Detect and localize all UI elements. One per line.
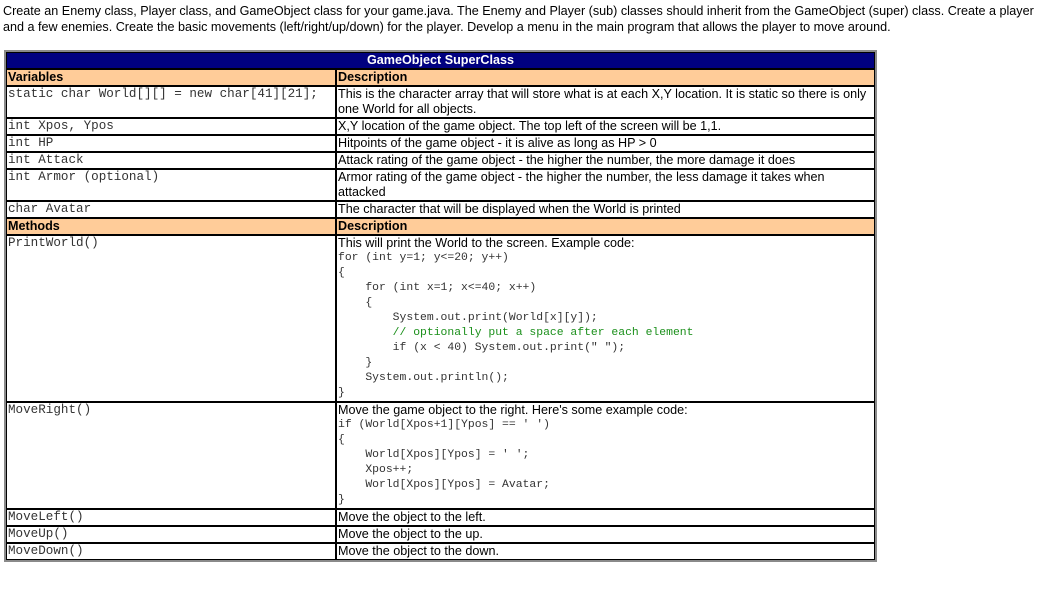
code-line: World[Xpos][Ypos] = Avatar; <box>338 479 550 491</box>
variable-name: int Xpos, Ypos <box>6 118 336 135</box>
methods-description-header: Description <box>336 218 875 235</box>
method-description-text: This will print the World to the screen. Example code: <box>338 236 635 250</box>
gameobject-table <box>4 50 877 562</box>
table-row <box>6 86 875 118</box>
variable-name: static char World[][] = new char[41][21]; <box>6 86 336 118</box>
method-description: Move the object to the left. <box>336 509 875 526</box>
table-title-row <box>6 52 875 69</box>
variables-description-header: Description <box>336 69 875 86</box>
method-name: PrintWorld() <box>6 235 336 402</box>
variable-name: char Avatar <box>6 201 336 218</box>
code-comment-line: // optionally put a space after each element <box>338 327 694 339</box>
code-line: System.out.println(); <box>338 372 509 384</box>
code-line: { <box>338 267 345 279</box>
table-title: GameObject SuperClass <box>6 52 875 69</box>
code-line: System.out.print(World[x][y]); <box>338 312 598 324</box>
variable-description: Attack rating of the game object - the higher the number, the more damage it does <box>336 152 875 169</box>
code-line: } <box>338 357 373 369</box>
variable-description: The character that will be displayed when the World is printed <box>336 201 875 218</box>
table-row <box>6 118 875 135</box>
variables-header: Variables <box>6 69 336 86</box>
method-name: MoveUp() <box>6 526 336 543</box>
table-row <box>6 509 875 526</box>
code-line: World[Xpos][Ypos] = ' '; <box>338 449 530 461</box>
code-line: { <box>338 297 373 309</box>
table-row <box>6 169 875 201</box>
code-line: } <box>338 494 345 506</box>
code-line: for (int x=1; x<=40; x++) <box>338 282 537 294</box>
methods-header-row <box>6 218 875 235</box>
code-line: for (int y=1; y<=20; y++) <box>338 252 509 264</box>
method-description-text: Move the game object to the right. Here's some example code: <box>338 403 688 417</box>
variable-description: X,Y location of the game object. The top left of the screen will be 1,1. <box>336 118 875 135</box>
methods-header: Methods <box>6 218 336 235</box>
variables-header-row <box>6 69 875 86</box>
table-row <box>6 201 875 218</box>
variable-name: int HP <box>6 135 336 152</box>
table-row <box>6 135 875 152</box>
code-line: if (x < 40) System.out.print(" "); <box>338 342 626 354</box>
code-line: if (World[Xpos+1][Ypos] == ' ') <box>338 419 550 431</box>
table-row <box>6 526 875 543</box>
method-description <box>336 402 875 509</box>
table-row <box>6 235 875 402</box>
code-line: Xpos++; <box>338 464 414 476</box>
variable-description: This is the character array that will store what is at each X,Y location. It is static so there is only one World for all objects. <box>336 86 875 118</box>
method-description: Move the object to the down. <box>336 543 875 560</box>
method-description: Move the object to the up. <box>336 526 875 543</box>
method-name: MoveLeft() <box>6 509 336 526</box>
code-line: } <box>338 387 345 399</box>
table-row <box>6 152 875 169</box>
variable-name: int Attack <box>6 152 336 169</box>
table-row <box>6 402 875 509</box>
method-name: MoveRight() <box>6 402 336 509</box>
table-row <box>6 543 875 560</box>
method-description <box>336 235 875 402</box>
variable-description: Hitpoints of the game object - it is alive as long as HP > 0 <box>336 135 875 152</box>
variable-description: Armor rating of the game object - the higher the number, the less damage it takes when attacked <box>336 169 875 201</box>
variable-name: int Armor (optional) <box>6 169 336 201</box>
code-line: { <box>338 434 345 446</box>
assignment-intro: Create an Enemy class, Player class, and GameObject class for your game.java. The Enemy and Player (sub) classes should inherit from the GameObject (super) class. Create a player and a few enemies. Create the basic movements (left/right/up/down) for the player. Develop a menu in the main program that allows the player to move around. <box>3 4 1034 34</box>
method-name: MoveDown() <box>6 543 336 560</box>
